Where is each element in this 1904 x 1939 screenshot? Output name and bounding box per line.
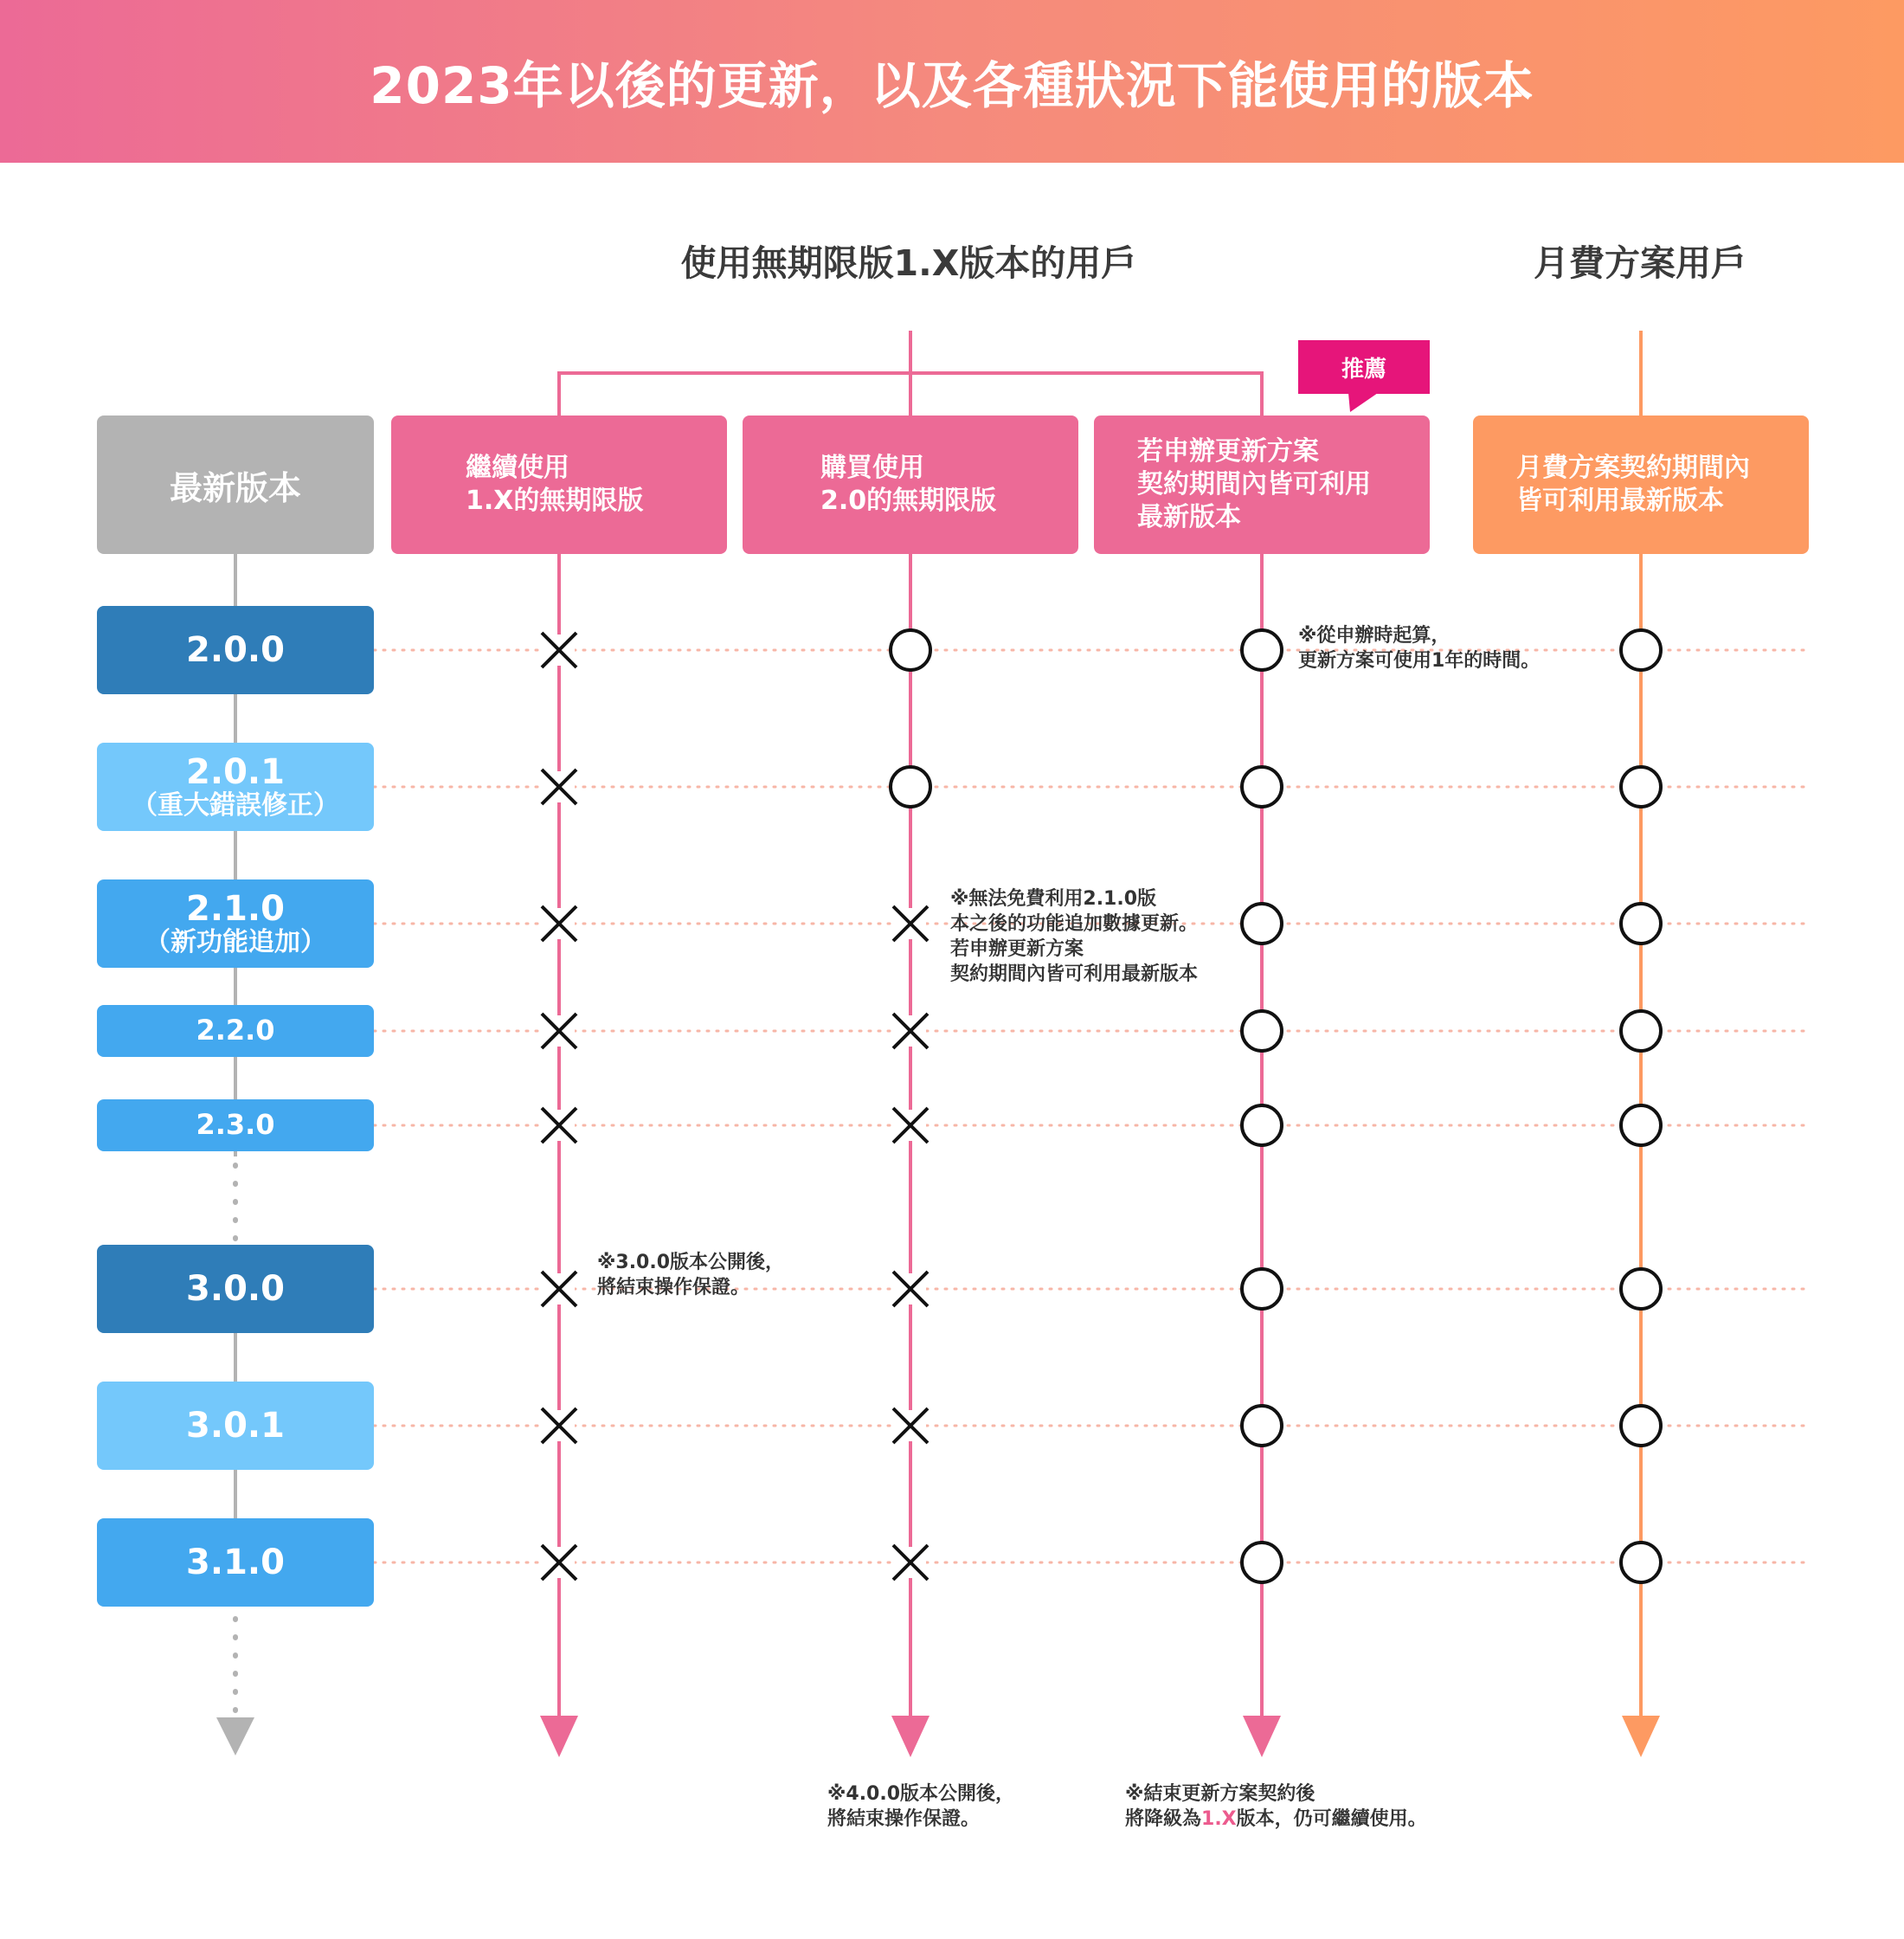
available-circle-mark [1621,1406,1661,1446]
recommend-badge: 推薦 [1298,340,1430,394]
available-circle-mark [1621,1011,1661,1051]
version-box-2-0-1 [97,743,374,831]
available-circle-mark [1242,1105,1282,1145]
option-continue-1x: 繼續使用 1.X的無期限版 [391,416,727,554]
column-arrow [540,1716,578,1757]
version-number: 2.0.0 [186,630,285,670]
column-arrow [1243,1716,1281,1757]
available-circle-mark [1621,767,1661,807]
latest-version-box: 最新版本 [97,416,374,554]
note-plan-end-suffix: 版本，仍可繼續使用。 [1236,1808,1427,1830]
available-circle-mark [1621,904,1661,944]
version-number: 2.1.0 [186,889,285,930]
note-plan-end-prefix: 將降級為 [1125,1808,1202,1830]
page-title: 2023年以後的更新，以及各種狀況下能使用的版本 [370,56,1534,115]
available-circle-mark [1621,1269,1661,1309]
column-arrow [891,1716,929,1757]
heading-perpetual-users: 使用無期限版1.X版本的用戶 [680,242,1137,284]
note-plan-start: ※從申辦時起算， 更新方案可使用1年的時間。 [1298,625,1541,672]
note-free-limit: ※無法免費利用2.1.0版 本之後的功能追加數據更新。 若申辦更新方案 契約期間內皆可利用最新版本 [950,888,1199,985]
heading-monthly-users: 月費方案用戶 [1534,242,1746,284]
version-box-2-1-0 [97,879,374,968]
available-circle-mark [1242,1269,1282,1309]
column-arrow [1622,1716,1660,1757]
available-circle-mark [1242,1011,1282,1051]
option-monthly-plan: 月費方案契約期間內 皆可利用最新版本 [1473,416,1809,554]
badge-pointer [1348,393,1378,412]
version-number: 3.0.0 [186,1269,285,1309]
version-box-2-0-0 [97,606,374,694]
note-plan-end-highlight: 1.X [1201,1808,1237,1830]
version-box-2-3-0 [97,1099,374,1151]
version-number: 2.0.1 [186,752,285,793]
version-number: 2.3.0 [196,1108,275,1142]
note-plan-end [1125,1781,1489,1832]
available-circle-mark [1621,1543,1661,1582]
option-update-plan: 若申辦更新方案 契約期間內皆可利用 最新版本 [1094,416,1430,554]
timeline-arrow [216,1717,254,1755]
version-box-3-1-0 [97,1518,374,1607]
available-circle-mark [1242,1543,1282,1582]
note-v3-support: ※3.0.0版本公開後， 將結束操作保證。 [597,1252,785,1298]
note-v4-support: ※4.0.0版本公開後， 將結束操作保證。 [827,1783,1015,1830]
version-note: （新功能追加） [145,927,326,958]
version-note: （重大錯誤修正） [132,790,339,821]
available-circle-mark [891,630,930,670]
version-number: 3.1.0 [186,1543,285,1582]
version-box-3-0-0 [97,1245,374,1333]
version-box-3-0-1 [97,1382,374,1470]
version-number: 3.0.1 [186,1406,285,1446]
available-circle-mark [1242,767,1282,807]
note-plan-end-line1: ※結束更新方案契約後 [1125,1783,1315,1805]
version-box-2-2-0 [97,1005,374,1057]
available-circle-mark [1242,1406,1282,1446]
version-number: 2.2.0 [196,1014,275,1047]
available-circle-mark [1242,630,1282,670]
available-circle-mark [891,767,930,807]
available-circle-mark [1621,1105,1661,1145]
option-buy-2-0: 購買使用 2.0的無期限版 [743,416,1078,554]
